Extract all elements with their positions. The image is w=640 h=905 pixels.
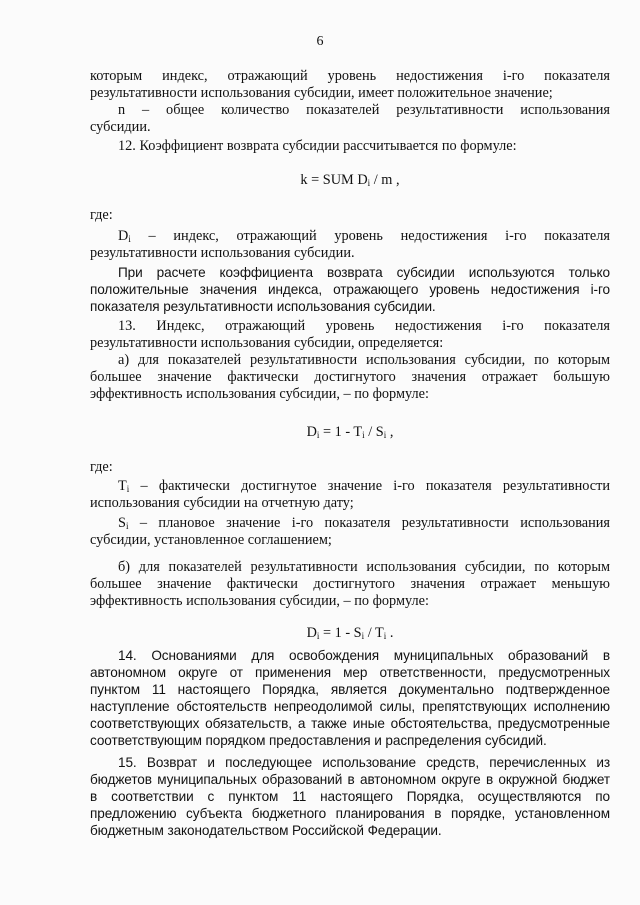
- text-line: пунктом 11 настоящего Порядка, является документально подтвержденное: [90, 682, 610, 697]
- formula-di-b: $D_i = 1 - S_i / T_i$ .: [306, 625, 394, 641]
- text-line: положительные значения индекса, отражающего уровень недостижения i-го: [90, 282, 610, 297]
- text-line: бюджетов муниципальных образований в автономном округе в окружной бюджет: [90, 772, 610, 787]
- text-line: эффективность использования субсидии, – по формуле:: [90, 386, 429, 402]
- text-line: 14. Основаниями для освобождения муниципальных образований в: [118, 648, 610, 663]
- text-line: бюджетным законодательством Российской Федерации.: [90, 823, 442, 838]
- text-line: большее значение фактически достигнутого значения отражает большую: [90, 369, 610, 385]
- text-line: которым индекс, отражающий уровень недостижения i-го показателя: [90, 68, 610, 84]
- text-line: а) для показателей результативности использования субсидии, по которым: [118, 352, 610, 368]
- formula-k: k = SUM $D_i$ / m ,: [300, 172, 400, 188]
- text-line: соответствующим порядком предоставления и распределения субсидий.: [90, 733, 547, 748]
- text-line: 12. Коэффициент возврата субсидии рассчитывается по формуле:: [118, 138, 517, 154]
- text-line: использования субсидии на отчетную дату;: [90, 495, 354, 511]
- text-line: наступление обстоятельств непреодолимой силы, препятствующих исполнению: [90, 699, 610, 714]
- text-line: соответствующих обязательств, а также иные обстоятельства, предусмотренные: [90, 716, 610, 731]
- text-line: n – общее количество показателей результативности использования: [118, 102, 610, 118]
- text-line: б) для показателей результативности использования субсидии, по которым: [118, 559, 610, 575]
- text-line: эффективность использования субсидии, – по формуле:: [90, 593, 429, 609]
- text-line: где:: [90, 207, 113, 223]
- text-line: в соответствии с пунктом 11 настоящего Порядка, осуществляются по: [90, 789, 610, 804]
- definition-di: $D_i$ – индекс, отражающий уровень недостижения i-го показателя: [118, 228, 610, 244]
- text-line: предложению субъекта бюджетного планирования в порядке, установленном: [90, 806, 610, 821]
- text-line: показателя результативности использования субсидии.: [90, 299, 436, 314]
- text-line: где:: [90, 459, 113, 475]
- text-line: автономном округе от применения мер ответственности, предусмотренных: [90, 665, 610, 680]
- page-number: 6: [316, 34, 324, 49]
- text-line: результативности использования субсидии, определяется:: [90, 335, 444, 351]
- text-line: 13. Индекс, отражающий уровень недостижения i-го показателя: [118, 318, 610, 334]
- text-line: большее значение фактически достигнутого значения отражает меньшую: [90, 576, 610, 592]
- text-line: При расчете коэффициента возврата субсидии используются только: [118, 265, 610, 280]
- definition-si: $S_i$ – плановое значение i-го показателя результативности использования: [118, 515, 610, 531]
- text-line: субсидии, установленное соглашением;: [90, 532, 332, 548]
- text-line: результативности использования субсидии.: [90, 245, 355, 261]
- text-line: 15. Возврат и последующее использование средств, перечисленных из: [118, 755, 610, 770]
- text-line: результативности использования субсидии, имеет положительное значение;: [90, 85, 553, 101]
- formula-di-a: $D_i = 1 - T_i / S_i$ ,: [306, 424, 394, 440]
- definition-ti: $T_i$ – фактически достигнутое значение i-го показателя результативности: [118, 478, 610, 494]
- text-line: субсидии.: [90, 119, 151, 135]
